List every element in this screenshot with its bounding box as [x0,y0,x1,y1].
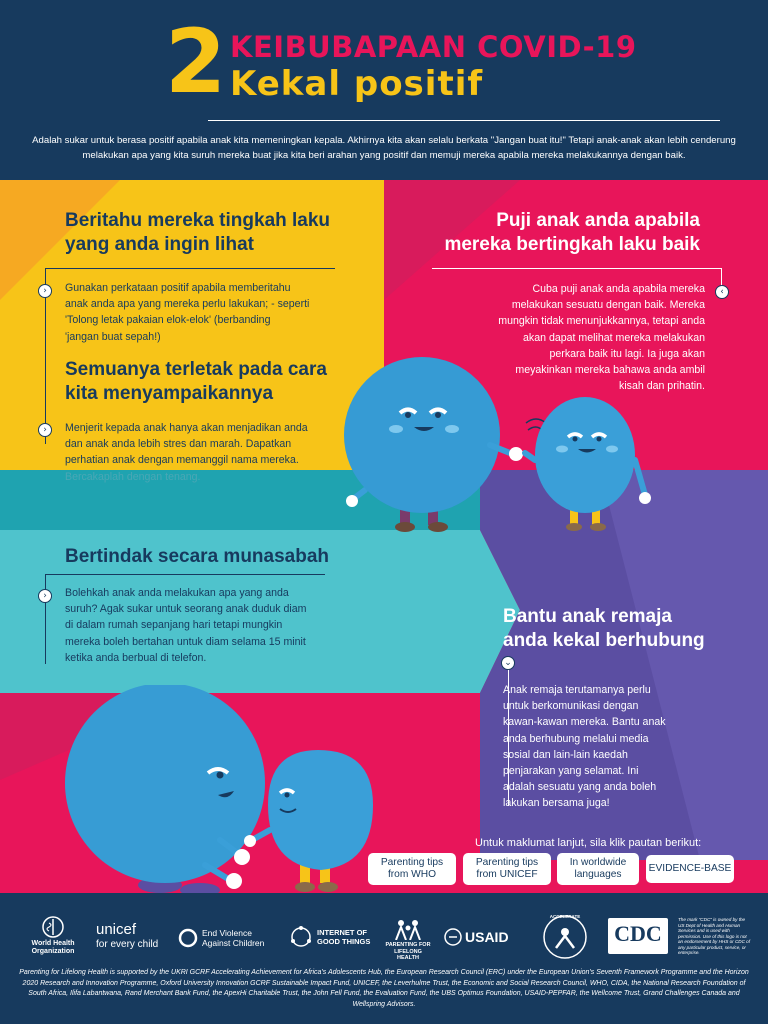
accelerate-logo: ACCELERATE [542,914,588,962]
playing-characters-illustration [30,685,410,900]
unicef-tips-button[interactable]: Parenting tips from UNICEF [463,853,551,885]
how-heading: Semuanya terletak pada cara kita menyampaikannya [65,359,327,404]
usaid-seal-icon [444,928,462,946]
languages-button[interactable]: In worldwide languages [557,853,639,885]
chevron-right-icon: › [38,589,52,603]
chevron-down-icon: ⌄ [501,656,515,670]
evidence-base-button[interactable]: EVIDENCE-BASE [646,855,734,883]
realistic-heading: Bertindak secara munasabah [65,546,330,567]
praise-heading: Puji anak anda apabila mereka bertingkah laku baik [444,210,700,255]
usaid-logo: USAID [444,928,509,946]
page-title: KEIBUBAPAAN COVID-19 [230,30,637,64]
tell-body: Gunakan perkataan positif apabila memberitahu anak anda apa yang mereka perlu lakukan; - seperti 'Tolong letak pakaian elok-elok' (berbanding 'jangan buat sepah!) [65,282,310,343]
cdc-disclaimer: The mark "CDC" is owned by the US Dept of Health and Human Services and is used with permission. Use of this logo is not an endorsement by HHS or CDC of any particular product, service, or enterprise. [678,917,750,955]
family-icon [393,918,423,940]
teen-heading: Bantu anak remaja anda kekal berhubung [503,606,705,651]
who-tips-button[interactable]: Parenting tips from WHO [368,853,456,885]
chevron-left-icon: ‹ [715,285,729,299]
who-logo: World Health Organization [28,916,78,956]
page-subtitle: Kekal positif [230,64,484,104]
how-body: Menjerit kepada anak hanya akan menjadikan anda dan anak anda lebih stres dan marah. Dapatkan perhatian anak dengan memanggil nama mereka. Bercakaplah dengan tenang. [65,422,308,483]
tell-heading: Beritahu mereka tingkah laku yang anda ingin lihat [65,210,331,255]
realistic-body: Bolehkah anak anda melakukan apa yang anda suruh? Agak sukar untuk seorang anak duduk diam di dalam rumah sepanjang hari tetapi mungkin mereka boleh bertahan untuk diam selama 15 minit ketika anda berbual di telefon. [65,587,307,664]
praise-body: Cuba puji anak anda apabila mereka melakukan sesuatu dengan baik. Mereka mungkin tidak menunjukkannya, tetapi anda akan dapat melihat mereka melakukan perkara baik itu lagi. Ia juga akan meyakinkan mereka bahawa anda ambil kisah dan prihatin. [498,283,705,393]
chevron-right-icon: › [38,423,52,437]
chevron-right-icon: › [38,284,52,298]
funding-footnote: Parenting for Lifelong Health is supported by the UKRI GCRF Accelerating Achievement for Africa's Adolescents Hub, the European Research Council (ERC) under the European Union's Seventh Framework Programme and the Horizon 2020 Research and Innovation Programme, Oxford University Innovation GCRF Sustainable Impact Fund, UNICEF, the Leverhulme Trust, the Economic and Social Research Council, WHO, CIDA, the National Research Foundation of South Africa, Ilifa Labantwana, Rand Merchant Bank Fund, the ApexHi Charitable Trust, the John Fell Fund, the Evaluation Fund, the UBS Optimus Foundation, USAID-PEPFAR, the Wellcome Trust, Grand Challenges Canada and Wellspring Advisors. [19,969,749,1008]
who-emblem-icon [42,916,64,938]
internet-of-good-things-logo: INTERNET OF GOOD THINGS [288,924,370,950]
teen-body: Anak remaja terutamanya perlu untuk berkomunikasi dengan kawan-kawan mereka. Bantu anak anda berhubung melalui media sosial dan lain-lain kaedah penjarakan yang selamat. Ini adalah sesuatu yang anda boleh lakukan bersama juga! [503,684,666,810]
end-violence-logo: End Violence Against Children [178,928,264,948]
cdc-logo: CDC [608,918,668,954]
intro-text: Adalah sukar untuk berasa positif apabila anak kita memeningkan kepala. Akhirnya kita akan selalu berkata "Jangan buat itu!" Tetapi anak-anak akan lebih cenderung melakukan apa yang kita suruh mereka buat jika kita beri arahan yang positif dan memuji mereka apabila mereka melakukannya dengan baik. [32,135,736,161]
unicef-logo: unicef for every child [96,921,159,950]
network-icon [288,924,314,950]
links-label: Untuk maklumat lanjut, sila klik pautan berikut: [475,837,702,849]
section-number: 2 [165,10,227,113]
parenting-for-lifelong-health-logo: PARENTING FOR LIFELONG HEALTH [385,918,431,962]
end-violence-icon [178,928,198,948]
